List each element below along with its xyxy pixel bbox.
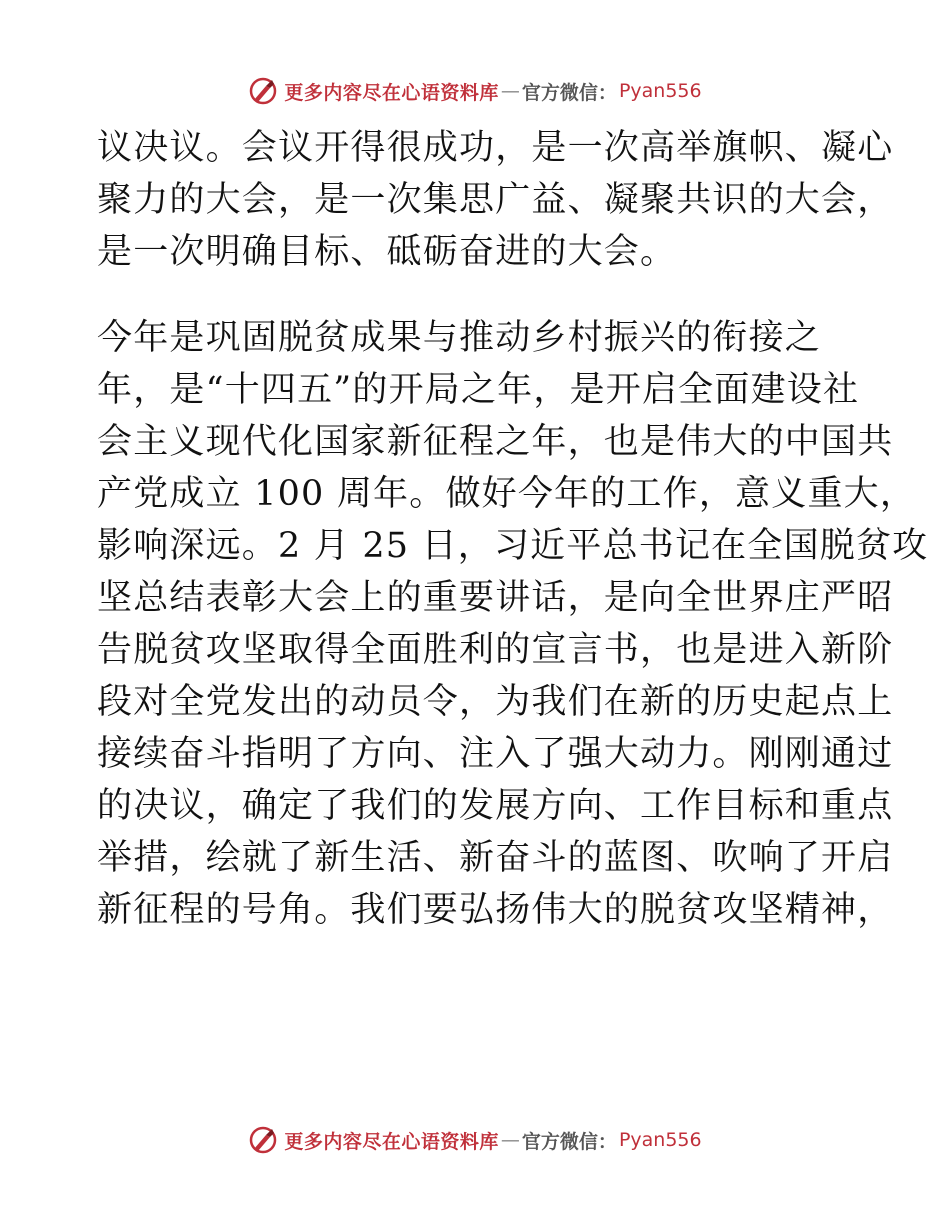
text-line: 段对全党发出的动员令，为我们在新的历史起点上 xyxy=(97,682,894,722)
text-line: 议决议。会议开得很成功，是一次高举旗帜、凝心 xyxy=(97,128,894,168)
text-line: 聚力的大会，是一次集思广益、凝聚共识的大会， xyxy=(97,180,894,220)
header-banner xyxy=(0,74,950,108)
pen-logo-icon xyxy=(248,76,278,106)
paragraph-1 xyxy=(97,122,894,278)
paragraph-2 xyxy=(97,312,929,936)
text-line: 告脱贫攻坚取得全面胜利的宣言书，也是进入新阶 xyxy=(97,630,894,670)
text-line: 产党成立 100 周年。做好今年的工作，意义重大， xyxy=(97,474,917,514)
banner-wechat-label: 官方微信： xyxy=(521,1130,617,1153)
text-line: 是一次明确目标、砥砺奋进的大会。 xyxy=(97,232,677,272)
banner-separator: — xyxy=(500,80,520,102)
banner-wechat-id: Pyan556 xyxy=(618,80,702,102)
text-line: 举措，绘就了新生活、新奋斗的蓝图、吹响了开启 xyxy=(97,838,894,878)
text-line: 接续奋斗指明了方向、注入了强大动力。刚刚通过 xyxy=(97,734,894,774)
text-line: 会主义现代化国家新征程之年，也是伟大的中国共 xyxy=(97,422,894,462)
banner-title: 更多内容尽在心语资料库 xyxy=(284,81,499,104)
text-line: 的决议，确定了我们的发展方向、工作目标和重点 xyxy=(97,786,894,826)
pen-logo-icon xyxy=(248,1125,278,1155)
text-line: 年，是“十四五”的开局之年，是开启全面建设社 xyxy=(97,370,860,410)
footer-banner xyxy=(0,1123,950,1157)
banner-wechat-id: Pyan556 xyxy=(618,1129,702,1151)
text-line: 新征程的号角。我们要弘扬伟大的脱贫攻坚精神， xyxy=(97,890,894,930)
text-line: 坚总结表彰大会上的重要讲话，是向全世界庄严昭 xyxy=(97,578,894,618)
banner-title: 更多内容尽在心语资料库 xyxy=(284,1130,499,1153)
text-line: 今年是巩固脱贫成果与推动乡村振兴的衔接之 xyxy=(97,318,822,358)
text-line: 影响深远。2 月 25 日，习近平总书记在全国脱贫攻 xyxy=(97,526,929,566)
banner-separator: — xyxy=(500,1129,520,1151)
banner-wechat-label: 官方微信： xyxy=(521,81,617,104)
